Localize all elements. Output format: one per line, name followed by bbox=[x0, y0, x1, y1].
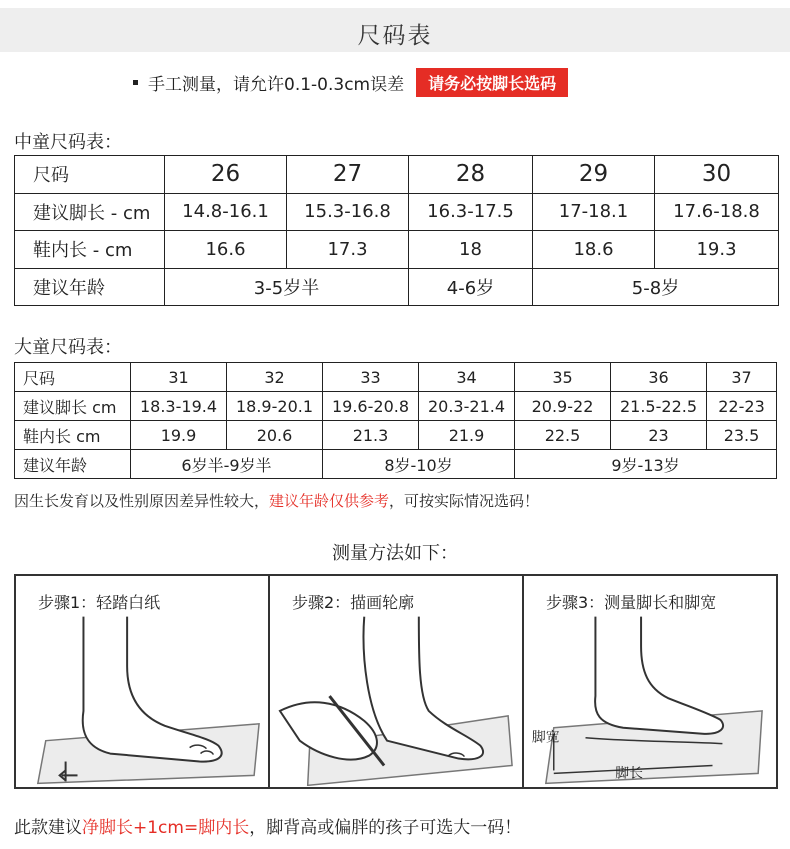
table-row bbox=[15, 363, 777, 392]
table-cell: 18 bbox=[409, 231, 533, 269]
table-cell: 19.3 bbox=[655, 231, 779, 269]
table-cell: 6岁半-9岁半 bbox=[131, 450, 323, 479]
table-row bbox=[15, 193, 779, 231]
table-cell: 9岁-13岁 bbox=[515, 450, 777, 479]
note-text: 手工测量，请允许0.1-0.3cm误差 bbox=[148, 74, 405, 95]
table-cell: 21.5-22.5 bbox=[611, 392, 707, 421]
table-cell: 36 bbox=[611, 363, 707, 392]
table-row bbox=[15, 268, 779, 306]
table-cell: 17.6-18.8 bbox=[655, 193, 779, 231]
table-cell: 33 bbox=[323, 363, 419, 392]
table-cell: 20.6 bbox=[227, 421, 323, 450]
foot-on-paper-icon bbox=[16, 616, 268, 786]
table-cell: 16.6 bbox=[165, 231, 287, 269]
step-label: 步骤2：描画轮廓 bbox=[292, 593, 415, 612]
table-cell: 14.8-16.1 bbox=[165, 193, 287, 231]
step-label: 步骤3：测量脚长和脚宽 bbox=[546, 593, 717, 612]
step-label: 步骤1：轻踏白纸 bbox=[38, 593, 161, 612]
big-table-title: 大童尺码表： bbox=[14, 337, 122, 358]
table-cell: 28 bbox=[409, 156, 533, 194]
foot-width-label: 脚宽 bbox=[531, 728, 560, 745]
title-bar bbox=[0, 8, 790, 52]
row-header: 尺码 bbox=[15, 156, 165, 194]
table-cell: 23 bbox=[611, 421, 707, 450]
table-cell: 26 bbox=[165, 156, 287, 194]
age-remark bbox=[14, 490, 539, 511]
trace-outline-icon bbox=[270, 616, 522, 786]
row-header: 建议年龄 bbox=[15, 450, 131, 479]
table-cell: 34 bbox=[419, 363, 515, 392]
table-row bbox=[15, 231, 779, 269]
row-header: 建议年龄 bbox=[15, 268, 165, 306]
table-row bbox=[15, 450, 777, 479]
table-cell: 21.9 bbox=[419, 421, 515, 450]
table-cell: 19.9 bbox=[131, 421, 227, 450]
bottom-note bbox=[14, 813, 521, 838]
table-cell: 8岁-10岁 bbox=[323, 450, 515, 479]
table-cell: 17-18.1 bbox=[533, 193, 655, 231]
table-cell: 15.3-16.8 bbox=[287, 193, 409, 231]
remark-text-end: ，可按实际情况选码！ bbox=[389, 492, 540, 510]
table-cell: 35 bbox=[515, 363, 611, 392]
measurement-note bbox=[133, 68, 568, 96]
measure-steps bbox=[14, 574, 778, 789]
table-cell: 31 bbox=[131, 363, 227, 392]
row-header: 鞋内长 cm bbox=[15, 421, 131, 450]
foot-length-label: 脚长 bbox=[615, 764, 644, 781]
row-header: 建议脚长 cm bbox=[15, 392, 131, 421]
table-cell: 18.3-19.4 bbox=[131, 392, 227, 421]
table-cell: 18.6 bbox=[533, 231, 655, 269]
mid-table-title: 中童尺码表： bbox=[14, 132, 122, 153]
table-cell: 16.3-17.5 bbox=[409, 193, 533, 231]
table-cell: 20.9-22 bbox=[515, 392, 611, 421]
table-cell: 17.3 bbox=[287, 231, 409, 269]
table-cell: 22.5 bbox=[515, 421, 611, 450]
remark-highlight: 建议年龄仅供参考 bbox=[269, 492, 390, 510]
row-header: 尺码 bbox=[15, 363, 131, 392]
table-cell: 22-23 bbox=[707, 392, 777, 421]
bottom-highlight: 净脚长+1cm=脚内长 bbox=[82, 818, 250, 838]
table-cell: 23.5 bbox=[707, 421, 777, 450]
step-1 bbox=[16, 576, 270, 787]
table-cell: 18.9-20.1 bbox=[227, 392, 323, 421]
step-3 bbox=[524, 576, 776, 787]
table-cell: 3-5岁半 bbox=[165, 268, 409, 306]
row-header: 鞋内长 - cm bbox=[15, 231, 165, 269]
table-cell: 32 bbox=[227, 363, 323, 392]
table-row bbox=[15, 392, 777, 421]
table-cell: 5-8岁 bbox=[533, 268, 779, 306]
method-title: 测量方法如下： bbox=[332, 543, 458, 564]
table-cell: 19.6-20.8 bbox=[323, 392, 419, 421]
table-cell: 20.3-21.4 bbox=[419, 392, 515, 421]
big-size-table bbox=[14, 362, 777, 479]
table-cell: 29 bbox=[533, 156, 655, 194]
table-row bbox=[15, 156, 779, 194]
row-header: 建议脚长 - cm bbox=[15, 193, 165, 231]
table-cell: 4-6岁 bbox=[409, 268, 533, 306]
table-row bbox=[15, 421, 777, 450]
mid-size-table bbox=[14, 155, 779, 306]
page-title: 尺码表 bbox=[357, 23, 433, 49]
note-badge: 请务必按脚长选码 bbox=[416, 68, 568, 97]
table-cell: 30 bbox=[655, 156, 779, 194]
bottom-text-end: ，脚背高或偏胖的孩子可选大一码！ bbox=[249, 818, 522, 838]
step-2 bbox=[270, 576, 524, 787]
remark-text: 因生长发育以及性别原因差异性较大， bbox=[14, 492, 270, 510]
table-cell: 27 bbox=[287, 156, 409, 194]
table-cell: 37 bbox=[707, 363, 777, 392]
measure-foot-icon bbox=[524, 616, 776, 786]
table-cell: 21.3 bbox=[323, 421, 419, 450]
bullet-icon bbox=[133, 80, 138, 85]
bottom-text: 此款建议 bbox=[14, 818, 82, 838]
